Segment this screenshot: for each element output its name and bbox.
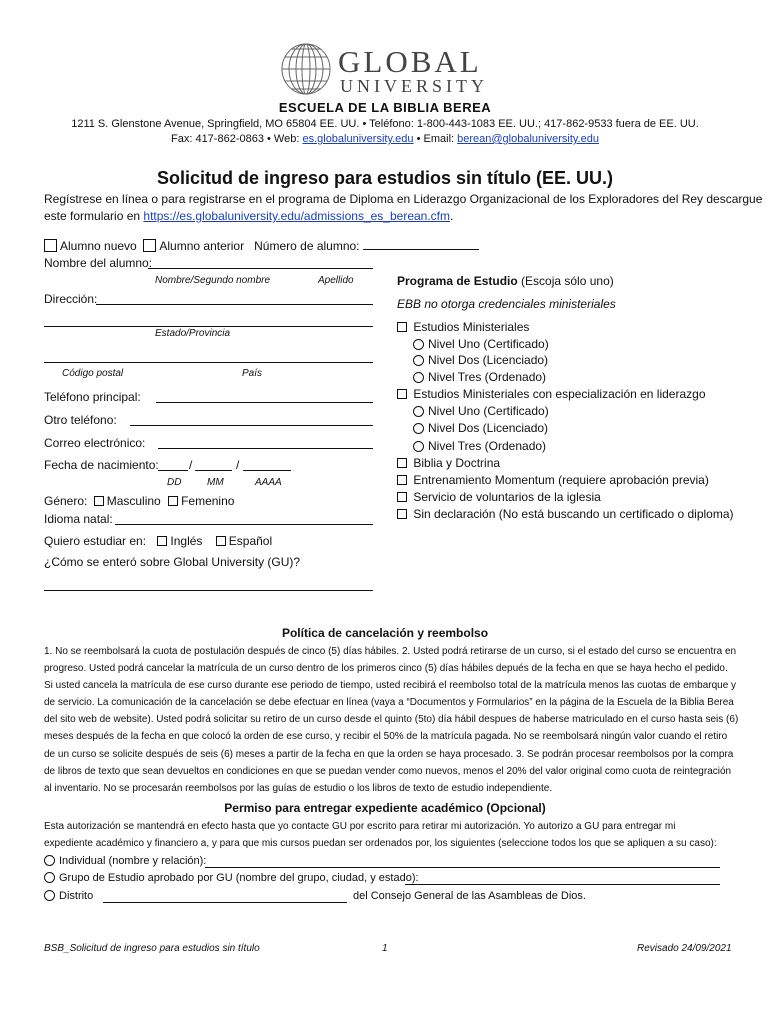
espanol-checkbox[interactable]	[216, 536, 226, 546]
otro-telefono-field[interactable]	[130, 413, 373, 426]
telefono-principal-label: Teléfono principal:	[44, 390, 141, 404]
opt-especializacion	[397, 387, 706, 401]
politica-line: de libros de texto que sean devueltos en condiciones en que se puedan vender como nuevos, menos el 20% del valor original como cuota de reintegración	[44, 765, 732, 777]
intro-prefix: este formulario en	[44, 209, 144, 223]
masculino-checkbox[interactable]	[94, 496, 104, 506]
sin-declaracion-label: Sin declaración (No está buscando un certificado o diploma)	[413, 507, 734, 521]
pais-caption: País	[242, 368, 263, 379]
distrito-field[interactable]	[103, 890, 347, 903]
genero-label: Género:	[44, 494, 88, 508]
permiso-line-2: expediente académico y financiero a, y para que mis cursos puedan ser ordenados por, los siguientes (seleccione todos los que se apliquen a su caso):	[44, 838, 717, 849]
codigo-postal-caption: Código postal	[62, 368, 124, 379]
sin-declaracion-checkbox[interactable]	[397, 509, 407, 519]
email-link[interactable]: berean@globaluniversity.edu	[457, 133, 599, 145]
voluntarios-label: Servicio de voluntarios de la iglesia	[413, 490, 601, 504]
nivel-tres-a-radio[interactable]	[413, 372, 424, 383]
programa-title	[397, 274, 614, 288]
direccion-field-2[interactable]	[44, 314, 373, 327]
admissions-link[interactable]: https://es.globaluniversity.edu/admissions_es_berean.cfm	[143, 209, 450, 223]
biblia-label: Biblia y Doctrina	[413, 456, 501, 470]
dd-caption: DD	[167, 477, 182, 488]
especializacion-label: Estudios Ministeriales con especialización en liderazgo	[413, 387, 706, 401]
nivel-uno-b-label: Nivel Uno (Certificado)	[428, 404, 549, 418]
nombre-segundo-caption: Nombre/Segundo nombre	[155, 275, 271, 286]
correo-field[interactable]	[158, 436, 373, 449]
politica-line: de un curso se solicite después de seis (6) meses a partir de la fecha en que la orden se haya procesado. 3. Se podrán procesar reembolsos por la compra	[44, 748, 734, 760]
politica-line: meses después de la fecha en que colocó la orden de ese curso, y recibir el 50% de la matrícula pagada. No se reembolsará ningún valor cuando el retiro	[44, 731, 728, 743]
web-link[interactable]: es.globaluniversity.edu	[302, 133, 414, 145]
postal-pais-field[interactable]	[44, 350, 373, 363]
otro-telefono-label: Otro teléfono:	[44, 413, 117, 427]
idioma-field[interactable]	[115, 512, 373, 525]
idioma-label: Idioma natal:	[44, 512, 113, 526]
grupo-field[interactable]	[405, 872, 720, 885]
espanol-label: Español	[228, 534, 273, 548]
individual-field[interactable]	[205, 855, 720, 868]
apellido-caption: Apellido	[318, 275, 354, 286]
alumno-anterior-label: Alumno anterior	[159, 239, 245, 253]
nivel-uno-b-radio[interactable]	[413, 406, 424, 417]
opt-momentum	[397, 473, 709, 487]
fecha-aaaa-field[interactable]	[243, 458, 291, 471]
politica-line: de servicio. La comunicación de la cancelación se debe efectuar en línea (vaya a “Documentos y Formularios” en la página de la Escuela de la Biblia Berea	[44, 697, 734, 709]
globe-icon	[280, 42, 332, 96]
politica-title: Política de cancelación y reembolso	[281, 626, 489, 640]
programa-note: EBB no otorga credenciales ministeriales	[397, 297, 616, 311]
politica-line: 1. No se reembolsará la cuota de postulación después de cinco (5) días hábiles. 2. Usted podrá retirarse de un curso, si el estado del curso se encuentra en	[44, 646, 737, 657]
distrito-radio[interactable]	[44, 890, 55, 901]
opt-nivel-dos-a	[413, 353, 548, 367]
ingles-checkbox[interactable]	[157, 536, 167, 546]
politica-body	[44, 643, 739, 797]
alumno-anterior-checkbox[interactable]	[143, 239, 156, 252]
logo-text-global: GLOBAL	[338, 44, 482, 79]
politica-line: del sito web de website). Usted podrá solicitar su retiro de un curso desde el quinto (5to) día hábil despues de haberse matriculado en el curso hasta seis (6)	[44, 714, 739, 726]
permiso-title: Permiso para entregar expediente académico (Opcional)	[224, 801, 546, 815]
school-name: ESCUELA DE LA BIBLIA BEREA	[278, 100, 492, 115]
opt-nivel-uno-a	[413, 337, 549, 351]
individual-radio[interactable]	[44, 855, 55, 866]
biblia-checkbox[interactable]	[397, 458, 407, 468]
opt-distrito	[44, 890, 93, 902]
mm-caption: MM	[207, 477, 224, 488]
programa-title-bold: Programa de Estudio	[397, 274, 518, 288]
momentum-label: Entrenamiento Momentum (requiere aprobación previa)	[413, 473, 709, 487]
consejo-label: del Consejo General de las Asambleas de Dios.	[353, 890, 586, 902]
date-sep-1: /	[189, 458, 193, 472]
opt-nivel-dos-b	[413, 421, 548, 435]
fecha-nacimiento-label: Fecha de nacimiento:	[44, 458, 159, 472]
footer-revision: Revisado 24/09/2021	[637, 943, 732, 954]
nivel-uno-a-radio[interactable]	[413, 339, 424, 350]
quiero-estudiar-label: Quiero estudiar en:	[44, 534, 147, 548]
genero-row	[44, 494, 234, 508]
opt-grupo	[44, 872, 419, 884]
alumno-nuevo-label: Alumno nuevo	[60, 239, 137, 253]
grupo-radio[interactable]	[44, 872, 55, 883]
nivel-tres-b-label: Nivel Tres (Ordenado)	[428, 439, 547, 453]
intro-line-2	[44, 209, 453, 223]
femenino-label: Femenino	[181, 494, 235, 508]
fax-web-prefix: Fax: 417-862-0863 • Web:	[171, 133, 303, 145]
numero-alumno-label: Número de alumno:	[254, 239, 360, 253]
opt-nivel-uno-b	[413, 404, 549, 418]
permiso-line-1: Esta autorización se mantendrá en efecto hasta que yo contacte GU por escrito para retirar mi autorización. Yo autorizo a GU para entregar mi	[44, 821, 676, 832]
opt-nivel-tres-a	[413, 370, 546, 384]
page-title: Solicitud de ingreso para estudios sin título (EE. UU.)	[156, 168, 614, 188]
politica-line: al inventario. No se procesarán reembolsos por las guías de estudio o los libros de texto de estudio independiente.	[44, 782, 553, 794]
individual-label: Individual (nombre y relación):	[59, 855, 207, 867]
email-prefix: • Email:	[413, 133, 458, 145]
ministeriales-label: Estudios Ministeriales	[413, 320, 530, 334]
estado-provincia-caption: Estado/Provincia	[155, 328, 231, 339]
opt-sin-declaracion	[397, 507, 734, 521]
como-se-entero-field[interactable]	[44, 578, 373, 591]
ministeriales-checkbox[interactable]	[397, 322, 407, 332]
voluntarios-checkbox[interactable]	[397, 492, 407, 502]
politica-line: Si usted cancela la matrícula de ese curso durante ese periodo de tiempo, usted recibirá el reembolso total de la matrícula menos las cuotas de embarque y	[44, 680, 737, 692]
como-se-entero-label: ¿Cómo se enteró sobre Global University (GU)?	[44, 555, 301, 569]
femenino-checkbox[interactable]	[168, 496, 178, 506]
global-university-logo	[280, 42, 495, 98]
nivel-tres-a-label: Nivel Tres (Ordenado)	[428, 370, 547, 384]
telefono-principal-field[interactable]	[156, 390, 373, 403]
distrito-label: Distrito	[59, 890, 94, 902]
quiero-estudiar-row	[44, 534, 272, 548]
fecha-dd-field[interactable]	[158, 458, 188, 471]
nivel-dos-a-radio[interactable]	[413, 355, 424, 366]
momentum-checkbox[interactable]	[397, 475, 407, 485]
school-address: 1211 S. Glenstone Avenue, Springfield, MO 65804 EE. UU. • Teléfono: 1-800-443-1083 EE. UU.; 417-862-9533 fuera de EE. UU.	[71, 118, 699, 130]
especializacion-checkbox[interactable]	[397, 389, 407, 399]
nivel-uno-a-label: Nivel Uno (Certificado)	[428, 337, 549, 351]
logo-text-university: UNIVERSITY	[340, 76, 488, 96]
opt-ministeriales	[397, 320, 529, 334]
nivel-dos-a-label: Nivel Dos (Licenciado)	[428, 353, 549, 367]
nivel-dos-b-radio[interactable]	[413, 423, 424, 434]
politica-line: progreso. Usted podrá cancelar la matrícula de un curso dentro de los primeros cinco (5) días hábiles depués de la fecha en que se haya hecho el pedido.	[44, 663, 728, 675]
opt-biblia	[397, 456, 500, 470]
footer-left: BSB_Solicitud de ingreso para estudios sin título	[44, 943, 260, 954]
opt-individual	[44, 855, 206, 867]
masculino-label: Masculino	[106, 494, 161, 508]
school-contact	[0, 133, 770, 145]
grupo-label: Grupo de Estudio aprobado por GU (nombre del grupo, ciudad, y estado):	[59, 872, 419, 884]
opt-nivel-tres-b	[413, 439, 546, 453]
direccion-field[interactable]	[96, 292, 373, 305]
programa-title-suffix: (Escoja sólo uno)	[517, 274, 614, 288]
date-sep-2: /	[236, 458, 240, 472]
direccion-label: Dirección:	[44, 292, 98, 306]
intro-line-1: Regístrese en línea o para registrarse en el programa de Diploma en Liderazgo Organizacional de los Exploradores del Rey descargue	[44, 192, 763, 206]
aaaa-caption: AAAA	[255, 477, 282, 488]
correo-label: Correo electrónico:	[44, 436, 146, 450]
intro-suffix: .	[450, 209, 454, 223]
footer-page-number: 1	[382, 943, 388, 954]
nombre-alumno-label: Nombre del alumno:	[44, 256, 153, 270]
fecha-mm-field[interactable]	[195, 458, 232, 471]
ingles-label: Inglés	[170, 534, 203, 548]
opt-voluntarios	[397, 490, 601, 504]
numero-alumno-field[interactable]	[363, 238, 479, 250]
nivel-tres-b-radio[interactable]	[413, 441, 424, 452]
nivel-dos-b-label: Nivel Dos (Licenciado)	[428, 421, 549, 435]
student-type-row	[44, 238, 479, 253]
alumno-nuevo-checkbox[interactable]	[44, 239, 57, 252]
nombre-alumno-field[interactable]	[148, 256, 373, 269]
